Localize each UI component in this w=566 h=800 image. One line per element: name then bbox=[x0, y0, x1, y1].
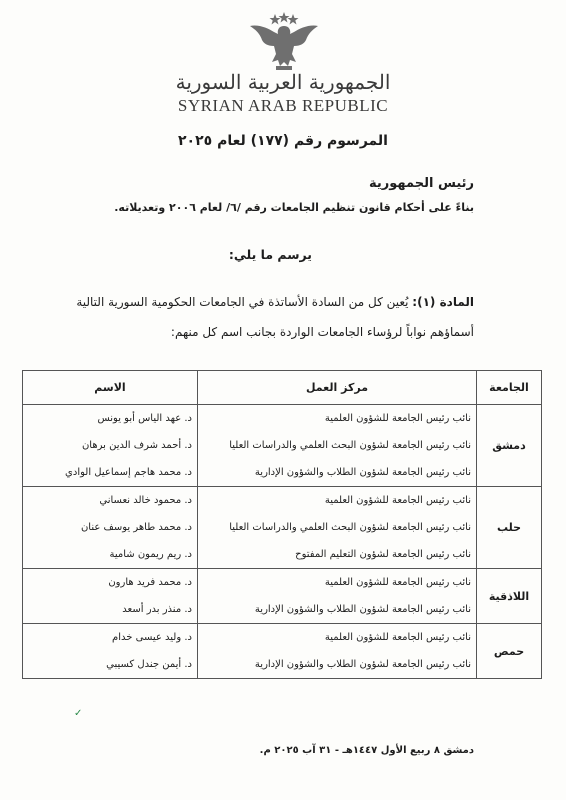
table-row bbox=[23, 624, 542, 652]
table-row bbox=[23, 405, 542, 433]
university-cell: اللاذقية bbox=[477, 569, 542, 624]
position-cell: نائب رئيس الجامعة لشؤون الطلاب والشؤون الإدارية bbox=[198, 651, 477, 679]
name-cell: د. أحمد شرف الدين برهان bbox=[23, 432, 198, 459]
country-name-arabic: الجمهورية العربية السورية bbox=[175, 70, 391, 94]
header-position: مركز العمل bbox=[198, 371, 477, 405]
name-cell: د. وليد عيسى خدام bbox=[23, 624, 198, 652]
article-1-line-2: أسماؤهم نواباً لرؤساء الجامعات الواردة بجانب اسم كل منهم: bbox=[170, 325, 474, 339]
name-cell: د. ريم ريمون شامية bbox=[23, 541, 198, 569]
article-1-line-1 bbox=[76, 295, 474, 309]
table-row bbox=[23, 596, 542, 624]
name-cell: د. أيمن جندل كسيبي bbox=[23, 651, 198, 679]
position-cell: نائب رئيس الجامعة لشؤون البحث العلمي والدراسات العليا bbox=[198, 432, 477, 459]
article-1-text: يُعين كل من السادة الأساتذة في الجامعات الحكومية السورية التالية bbox=[76, 295, 413, 309]
university-cell: حلب bbox=[477, 487, 542, 569]
name-cell: د. محمود خالد نعساني bbox=[23, 487, 198, 515]
table-row bbox=[23, 541, 542, 569]
eagle-emblem-icon bbox=[248, 10, 320, 72]
header-name: الاسم bbox=[23, 371, 198, 405]
position-cell: نائب رئيس الجامعة لشؤون التعليم المفتوح bbox=[198, 541, 477, 569]
table-row bbox=[23, 487, 542, 515]
position-cell: نائب رئيس الجامعة لشؤون الطلاب والشؤون الإدارية bbox=[198, 459, 477, 487]
table-row bbox=[23, 514, 542, 541]
table-row bbox=[23, 459, 542, 487]
country-name-english: SYRIAN ARAB REPUBLIC bbox=[177, 96, 389, 115]
name-cell: د. محمد هاجم إسماعيل الوادي bbox=[23, 459, 198, 487]
table-header-row bbox=[23, 371, 542, 405]
article-1-label: المادة (١): bbox=[412, 295, 474, 309]
date-line: دمشق ٨ ربيع الأول ١٤٤٧هـ - ٣١ آب ٢٠٢٥ م. bbox=[259, 745, 474, 756]
position-cell: نائب رئيس الجامعة للشؤون العلمية bbox=[198, 624, 477, 652]
president-heading: رئيس الجمهورية bbox=[369, 176, 474, 191]
position-cell: نائب رئيس الجامعة لشؤون البحث العلمي والدراسات العليا bbox=[198, 514, 477, 541]
decrees-line: يرسم ما يلي: bbox=[228, 247, 312, 262]
position-cell: نائب رئيس الجامعة للشؤون العلمية bbox=[198, 569, 477, 597]
position-cell: نائب رئيس الجامعة لشؤون الطلاب والشؤون الإدارية bbox=[198, 596, 477, 624]
table-row bbox=[23, 651, 542, 679]
signature-mark: ✓ bbox=[74, 708, 83, 719]
name-cell: د. محمد طاهر يوسف عنان bbox=[23, 514, 198, 541]
position-cell: نائب رئيس الجامعة للشؤون العلمية bbox=[198, 487, 477, 515]
name-cell: د. محمد فريد هارون bbox=[23, 569, 198, 597]
name-cell: د. عهد الياس أبو يونس bbox=[23, 405, 198, 433]
university-cell: دمشق bbox=[477, 405, 542, 487]
appointments-table bbox=[22, 370, 542, 679]
position-cell: نائب رئيس الجامعة للشؤون العلمية bbox=[198, 405, 477, 433]
table-row bbox=[23, 432, 542, 459]
table-row bbox=[23, 569, 542, 597]
name-cell: د. منذر بدر أسعد bbox=[23, 596, 198, 624]
university-cell: حمص bbox=[477, 624, 542, 679]
decree-title: المرسوم رقم (١٧٧) لعام ٢٠٢٥ bbox=[178, 133, 388, 149]
legal-basis: بناءً على أحكام قانون تنظيم الجامعات رقم /٦/ لعام ٢٠٠٦ وتعديلاته. bbox=[114, 201, 474, 214]
header-university: الجامعة bbox=[477, 371, 542, 405]
